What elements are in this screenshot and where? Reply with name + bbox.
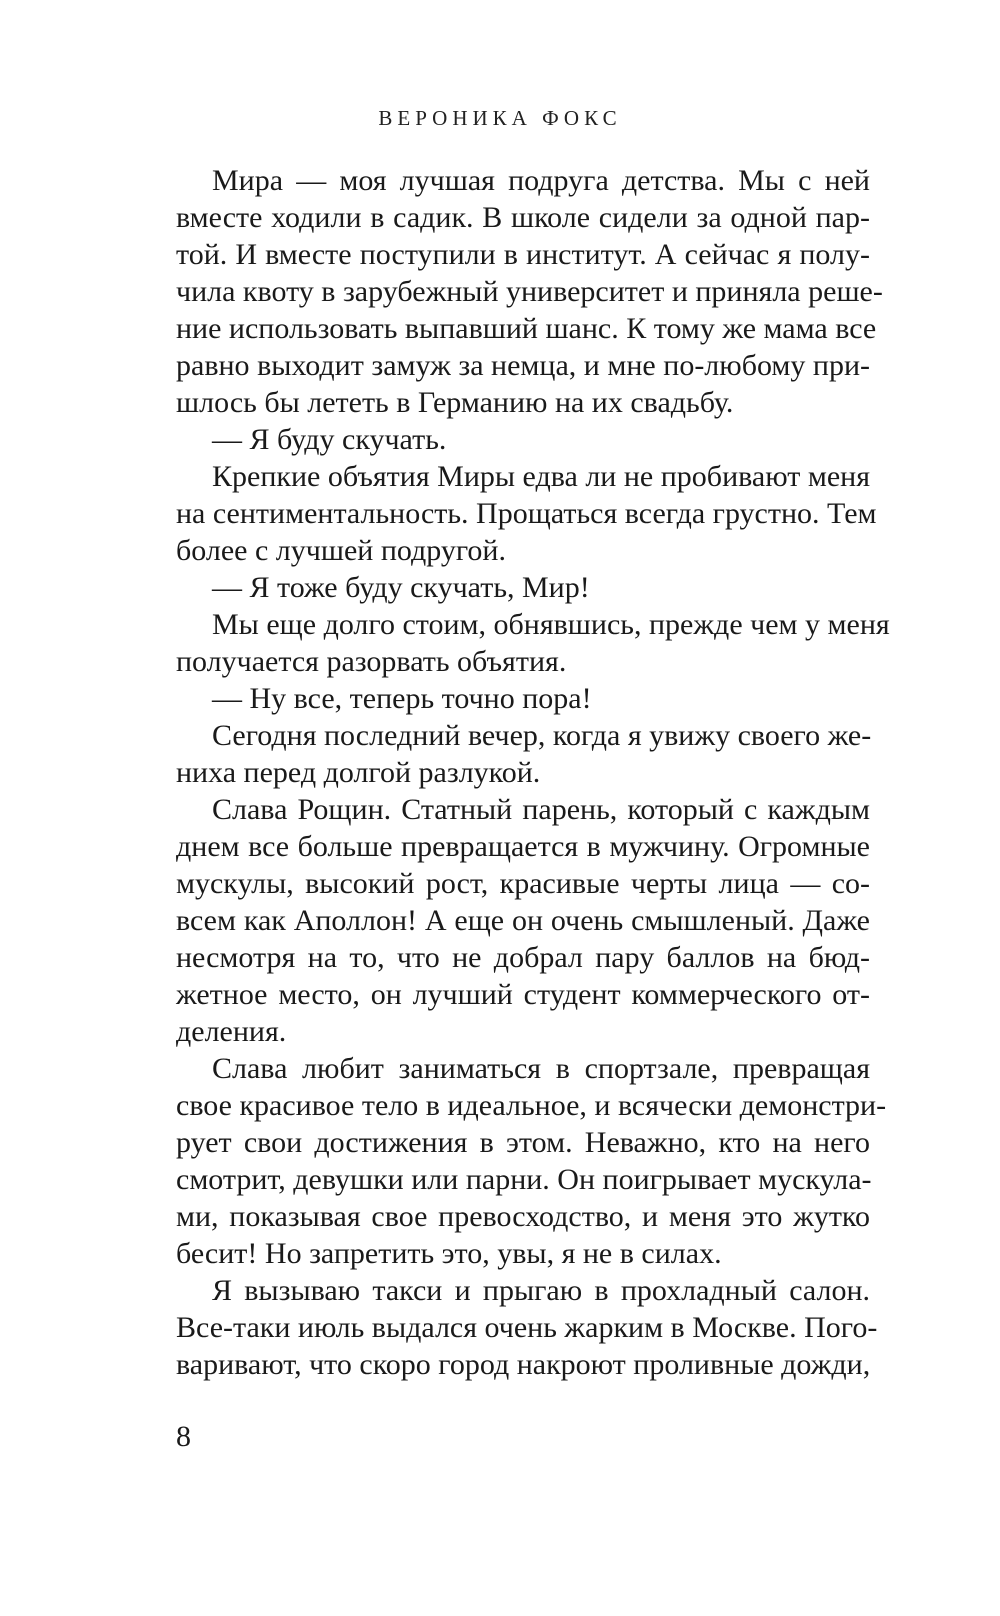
- text-line: ниха перед долгой разлукой.: [176, 756, 541, 789]
- text-line: вместе ходили в садик. В школе сидели за одной пар-: [176, 201, 870, 234]
- text-line: варивают, что скоро город накроют проливные дожди,: [176, 1348, 871, 1381]
- text-line: смотрит, девушки или парни. Он поигрывает мускула-: [176, 1163, 872, 1196]
- text-line: Я вызываю такси и прыгаю в прохладный салон.: [212, 1274, 870, 1307]
- text-line: жетное место, он лучший студент коммерческого от-: [176, 978, 870, 1011]
- text-line: Крепкие объятия Миры едва ли не пробивают меня: [212, 460, 870, 493]
- text-line: — Ну все, теперь точно пора!: [212, 682, 592, 715]
- text-line: Слава любит заниматься в спортзале, превращая: [212, 1052, 870, 1085]
- text-line: шлось бы лететь в Германию на их свадьбу.: [176, 386, 734, 419]
- page-number: 8: [176, 1420, 191, 1453]
- text-line: днем все больше превращается в мужчину. Огромные: [176, 830, 870, 863]
- body-text: [176, 162, 890, 1383]
- text-line: получается разорвать объятия.: [176, 645, 567, 678]
- text-line: несмотря на то, что не добрал пару баллов на бюд-: [176, 941, 870, 974]
- text-line: ми, показывая свое превосходство, и меня это жутко: [176, 1200, 870, 1233]
- running-header-author: ВЕРОНИКА ФОКС: [378, 106, 622, 130]
- text-line: той. И вместе поступили в институт. А сейчас я полу-: [176, 238, 870, 271]
- text-line: — Я буду скучать.: [212, 423, 447, 456]
- text-line: Слава Рощин. Статный парень, который с каждым: [212, 793, 870, 826]
- text-line: Мы еще долго стоим, обнявшись, прежде чем у меня: [212, 608, 890, 641]
- text-line: равно выходит замуж за немца, и мне по-любому при-: [176, 349, 870, 382]
- text-line: мускулы, высокий рост, красивые черты лица — со-: [176, 867, 870, 900]
- text-line: всем как Аполлон! А еще он очень смышленый. Даже: [176, 904, 870, 937]
- text-line: Мира — моя лучшая подруга детства. Мы с ней: [212, 164, 870, 197]
- text-line: чила квоту в зарубежный университет и приняла реше-: [176, 275, 883, 308]
- text-line: более с лучшей подругой.: [176, 534, 506, 567]
- text-line: рует свои достижения в этом. Неважно, кто на него: [176, 1126, 870, 1159]
- text-line: на сентиментальность. Прощаться всегда грустно. Тем: [176, 497, 877, 530]
- text-line: Все-таки июль выдался очень жарким в Москве. Пого-: [176, 1311, 878, 1344]
- text-line: — Я тоже буду скучать, Мир!: [212, 571, 590, 604]
- text-line: деления.: [176, 1015, 287, 1048]
- text-line: бесит! Но запретить это, увы, я не в силах.: [176, 1237, 722, 1270]
- text-line: Сегодня последний вечер, когда я увижу своего же-: [212, 719, 872, 752]
- text-line: ние использовать выпавший шанс. К тому же мама все: [176, 312, 877, 345]
- text-line: свое красивое тело в идеальное, и всячески демонстри-: [176, 1089, 887, 1122]
